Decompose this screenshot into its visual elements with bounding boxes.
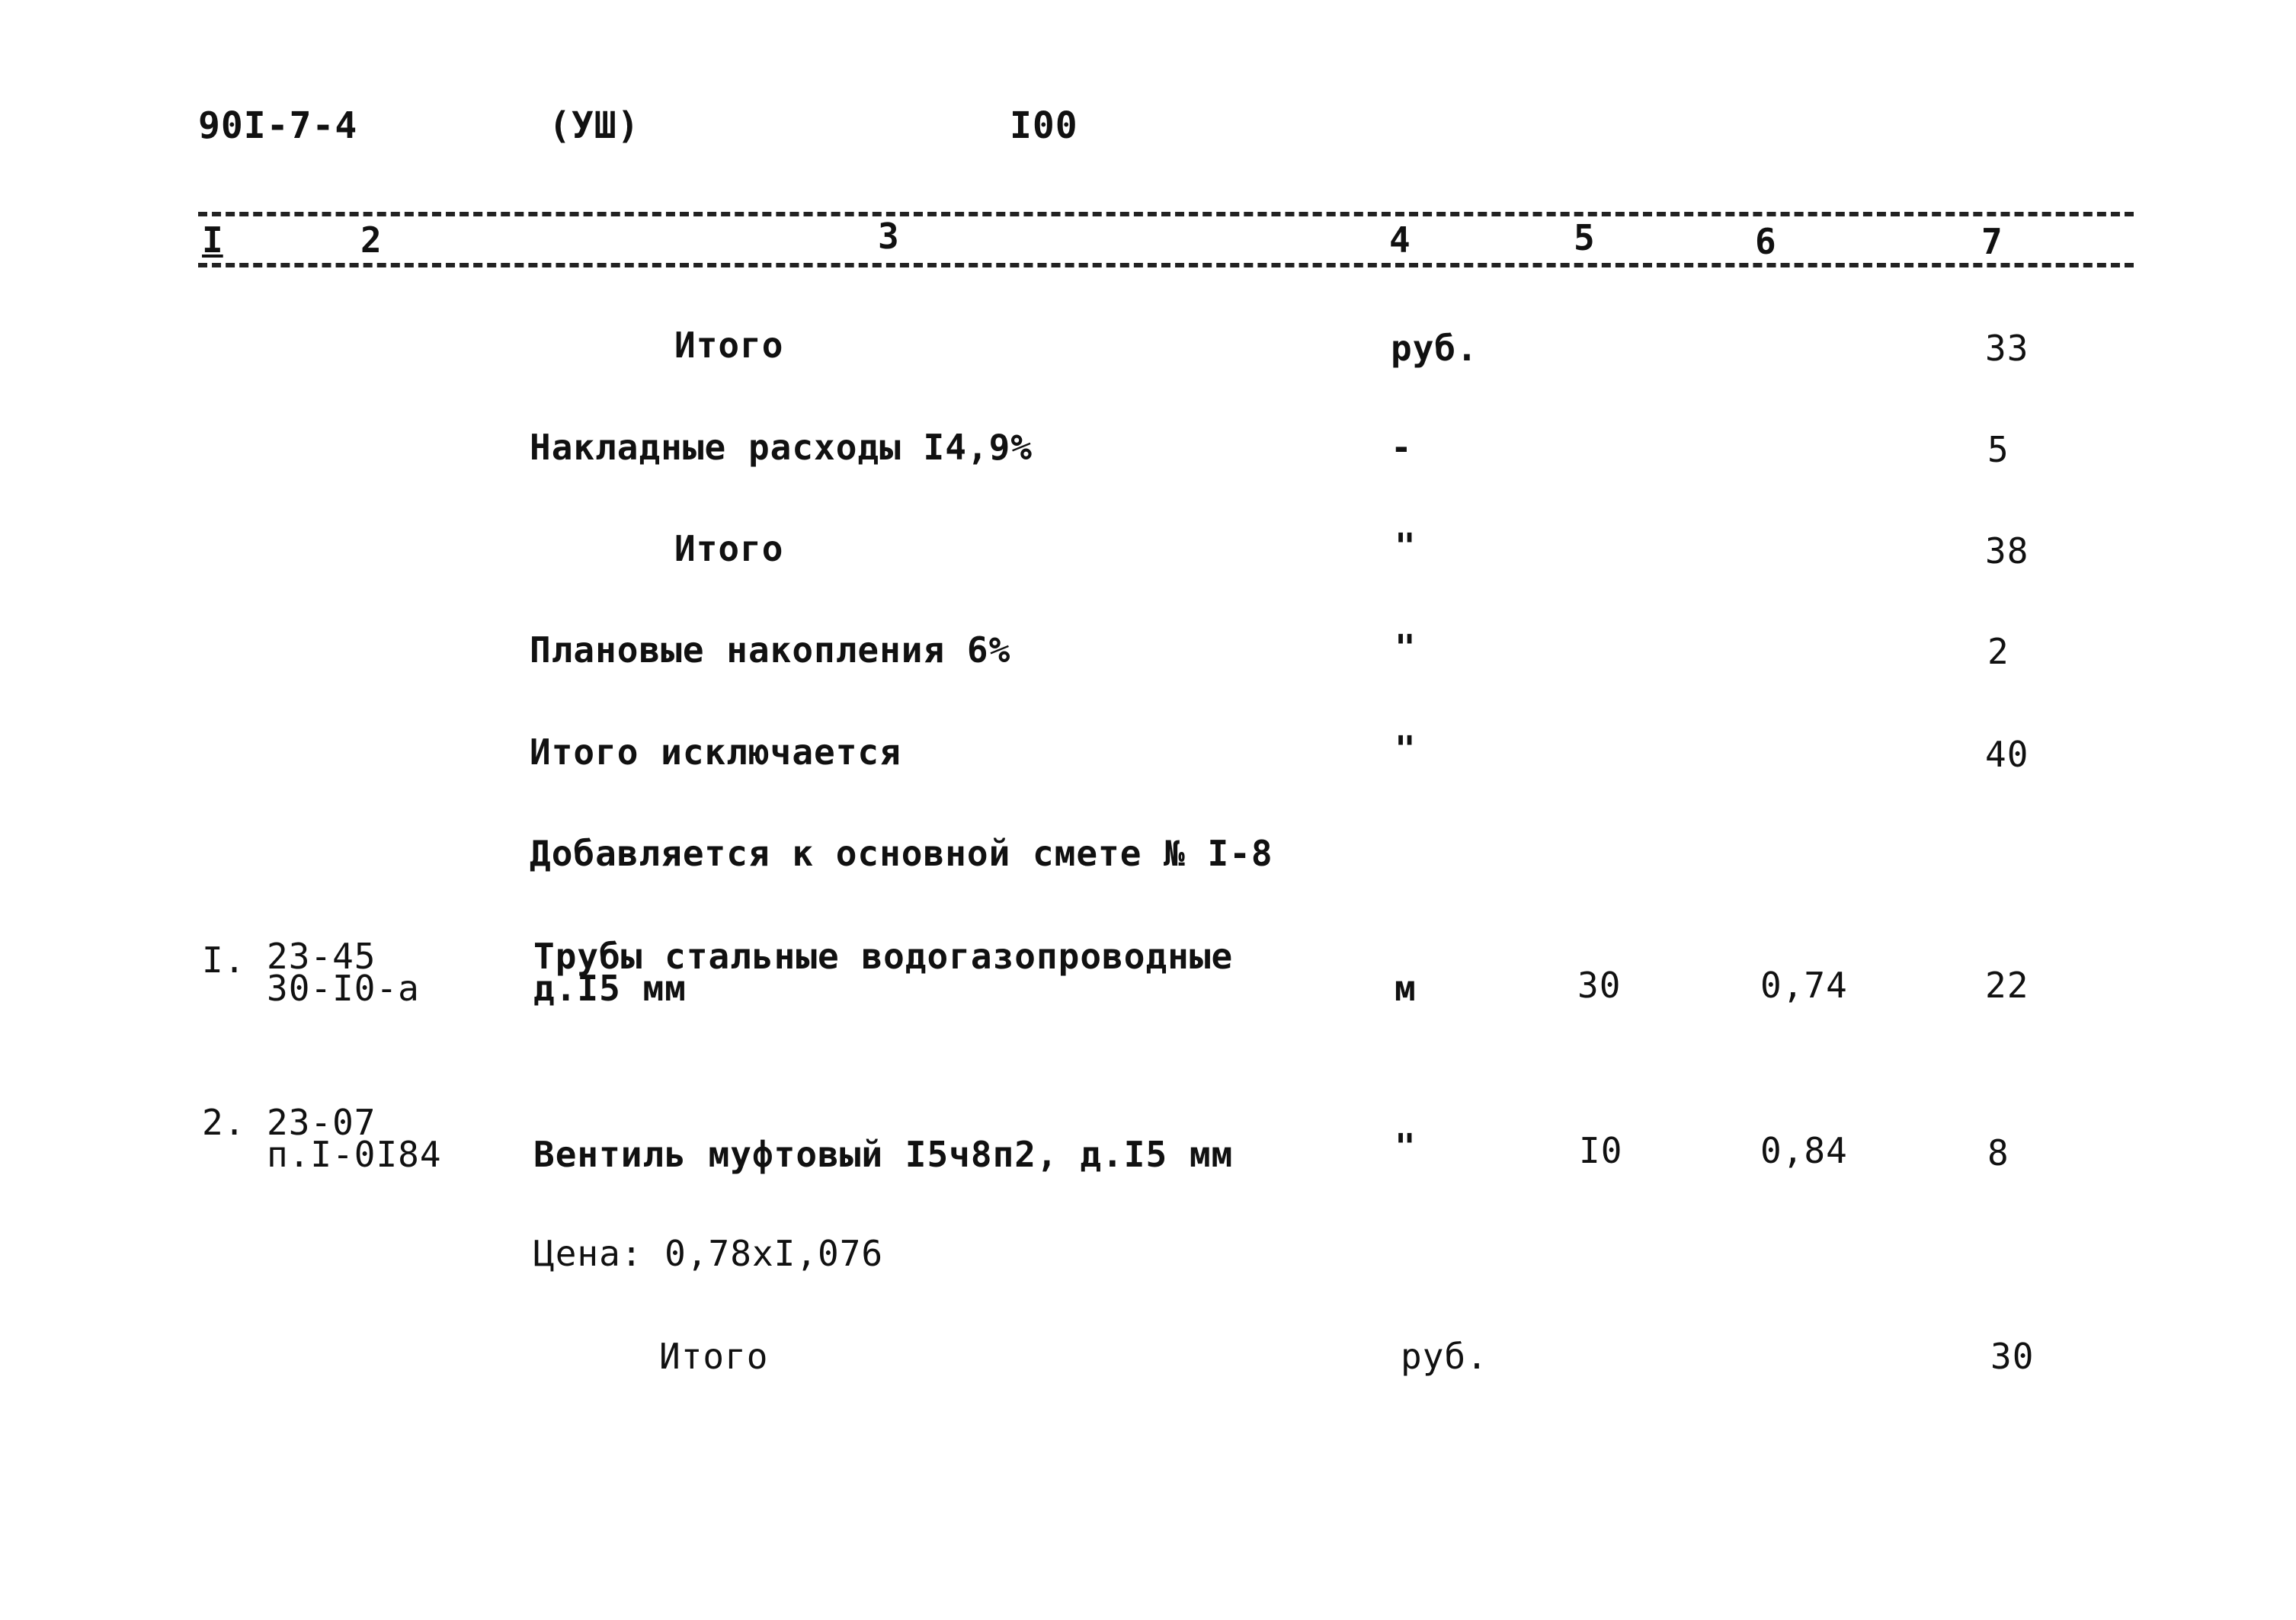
item-total: 22 bbox=[1985, 965, 2029, 1006]
row-text: Итого bbox=[659, 1336, 769, 1377]
item-description-line-2: д.I5 мм bbox=[533, 968, 687, 1009]
item-unit: " bbox=[1395, 1126, 1417, 1167]
document-code: 90I-7-4 bbox=[198, 104, 358, 147]
row-text: Итого bbox=[674, 325, 784, 366]
row-unit: руб. bbox=[1391, 328, 1478, 369]
page-number: I00 bbox=[1010, 104, 1078, 147]
item-code-line-2: п.I-0I84 bbox=[267, 1134, 442, 1175]
row-text: Итого bbox=[674, 528, 784, 569]
item-number: I. bbox=[202, 940, 246, 981]
item-code-line-1: 23-45 bbox=[267, 936, 376, 977]
row-text: Плановые накопления 6% bbox=[530, 629, 1011, 671]
item-code-line-2: 30-I0-а bbox=[267, 968, 420, 1009]
item-price: 0,74 bbox=[1760, 965, 1848, 1006]
col-7: 7 bbox=[1981, 221, 2003, 262]
header-rule-top bbox=[198, 212, 2134, 216]
row-unit: - bbox=[1391, 427, 1413, 468]
row-total: 30 bbox=[1990, 1336, 2035, 1377]
item-description: Вентиль муфтовый I5ч8п2, д.I5 мм bbox=[533, 1134, 1234, 1175]
row-unit: " bbox=[1395, 627, 1417, 668]
header-rule-bottom bbox=[198, 263, 2134, 267]
row-text: Итого исключается bbox=[530, 732, 901, 773]
row-unit: руб. bbox=[1401, 1336, 1488, 1377]
row-text: Цена: 0,78хI,076 bbox=[533, 1233, 884, 1274]
item-unit: м bbox=[1395, 968, 1417, 1009]
item-quantity: 30 bbox=[1577, 965, 1622, 1006]
col-2: 2 bbox=[360, 219, 382, 261]
item-quantity: I0 bbox=[1579, 1130, 1623, 1171]
item-description-line-1: Трубы стальные водогазопроводные bbox=[533, 936, 1234, 977]
row-text: Добавляется к основной смете № I-8 bbox=[530, 833, 1273, 874]
row-unit: " bbox=[1395, 526, 1417, 567]
col-6: 6 bbox=[1755, 221, 1776, 262]
col-1: I bbox=[202, 219, 223, 261]
row-total: 5 bbox=[1987, 429, 2009, 470]
item-price: 0,84 bbox=[1760, 1130, 1848, 1171]
row-total: 38 bbox=[1985, 530, 2029, 571]
row-text: Накладные расходы I4,9% bbox=[530, 427, 1033, 468]
section-number: (УШ) bbox=[549, 104, 640, 147]
row-total: 33 bbox=[1985, 328, 2029, 369]
col-5: 5 bbox=[1574, 217, 1595, 258]
item-code-line-1: 23-07 bbox=[267, 1102, 376, 1143]
col-4: 4 bbox=[1389, 219, 1411, 261]
item-number: 2. bbox=[202, 1102, 246, 1143]
item-total: 8 bbox=[1987, 1132, 2009, 1173]
row-unit: " bbox=[1395, 728, 1417, 770]
row-total: 2 bbox=[1987, 631, 2009, 672]
row-total: 40 bbox=[1985, 734, 2029, 775]
col-3: 3 bbox=[878, 216, 899, 257]
